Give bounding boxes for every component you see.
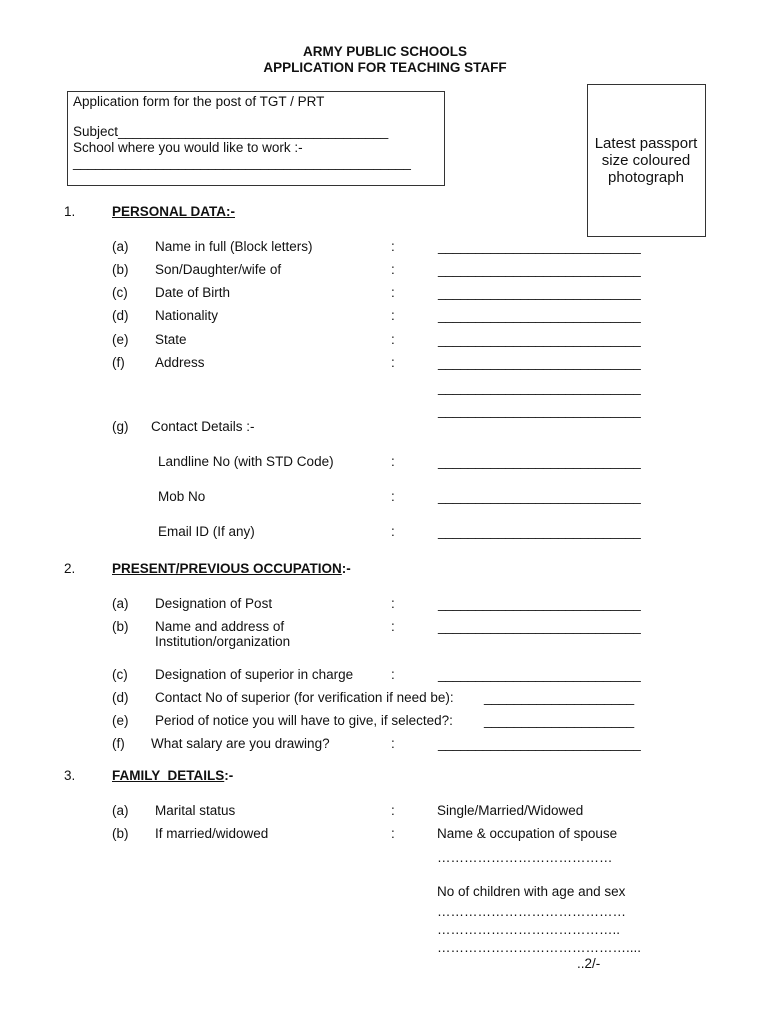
item-letter: (b) — [112, 619, 129, 634]
salary-field[interactable]: ___________________________ — [438, 736, 641, 751]
colon: : — [391, 332, 395, 347]
superior-contact-label: Contact No of superior (for verification if need be): — [155, 690, 454, 705]
address-label: Address — [155, 355, 205, 370]
item-letter: (d) — [112, 308, 129, 323]
mobile-field[interactable]: ___________________________ — [438, 489, 641, 504]
item-letter: (b) — [112, 826, 129, 841]
colon: : — [391, 285, 395, 300]
item-letter: (c) — [112, 285, 128, 300]
state-field[interactable]: ___________________________ — [438, 332, 641, 347]
item-letter: (a) — [112, 596, 129, 611]
item-letter: (e) — [112, 332, 129, 347]
form-title-line1: ARMY PUBLIC SCHOOLS — [302, 44, 467, 59]
page-continuation: ..2/- — [577, 956, 601, 971]
section-3-number: 3. — [64, 768, 76, 783]
item-letter: (f) — [112, 736, 125, 751]
institution-field[interactable]: ___________________________ — [438, 619, 641, 634]
colon: : — [391, 308, 395, 323]
landline-field[interactable]: ___________________________ — [438, 454, 641, 469]
post-subject-box — [67, 91, 445, 186]
marital-status-options[interactable]: Single/Married/Widowed — [437, 803, 584, 818]
section-1-title: PERSONAL DATA:- — [112, 204, 235, 219]
section-2-number: 2. — [64, 561, 76, 576]
children-field-line3[interactable]: …………………………………….... — [437, 940, 642, 955]
subject-field[interactable]: Subject____________________________________ — [73, 124, 389, 139]
address-field-line1[interactable]: ___________________________ — [438, 355, 641, 370]
landline-label: Landline No (with STD Code) — [158, 454, 334, 469]
children-field-line1[interactable]: …………………………………… — [437, 904, 626, 919]
section-3-title-suffix: :- — [224, 768, 234, 783]
photo-instruction: Latest passport size coloured photograph — [594, 135, 698, 186]
section-2-title-suffix: :- — [341, 561, 351, 576]
item-letter: (a) — [112, 803, 129, 818]
section-3-heading — [112, 768, 233, 783]
colon: : — [391, 667, 395, 682]
section-1-number: 1. — [64, 204, 76, 219]
colon: : — [391, 596, 395, 611]
colon: : — [391, 736, 395, 751]
email-field[interactable]: ___________________________ — [438, 524, 641, 539]
colon: : — [391, 239, 395, 254]
name-label: Name in full (Block letters) — [155, 239, 313, 254]
email-label: Email ID (If any) — [158, 524, 255, 539]
superior-designation-label: Designation of superior in charge — [155, 667, 354, 682]
school-preference-label: School where you would like to work :- — [73, 140, 303, 155]
item-letter: (b) — [112, 262, 129, 277]
item-letter: (d) — [112, 690, 129, 705]
institution-label: Name and address of — [155, 619, 285, 634]
colon: : — [391, 355, 395, 370]
nationality-field[interactable]: ___________________________ — [438, 308, 641, 323]
address-field-line3[interactable]: ___________________________ — [438, 403, 641, 418]
nationality-label: Nationality — [155, 308, 219, 323]
item-letter: (a) — [112, 239, 129, 254]
designation-label: Designation of Post — [155, 596, 273, 611]
salary-label: What salary are you drawing? — [151, 736, 330, 751]
notice-period-label: Period of notice you will have to give, if selected?: — [155, 713, 453, 728]
colon: : — [391, 262, 395, 277]
spouse-field[interactable]: ………………………………… — [437, 850, 613, 865]
section-3-title: FAMILY DETAILS — [112, 768, 225, 783]
dob-label: Date of Birth — [155, 285, 231, 300]
section-2-title: PRESENT/PREVIOUS OCCUPATION — [112, 561, 342, 576]
item-letter: (e) — [112, 713, 129, 728]
state-label: State — [155, 332, 187, 347]
item-letter: (f) — [112, 355, 125, 370]
children-field-line2[interactable]: ………………………………….. — [437, 922, 621, 937]
relation-field[interactable]: ___________________________ — [438, 262, 641, 277]
name-field[interactable]: ___________________________ — [438, 239, 641, 254]
item-letter: (c) — [112, 667, 128, 682]
colon: : — [391, 619, 395, 634]
designation-field[interactable]: ___________________________ — [438, 596, 641, 611]
school-preference-field[interactable]: _____________________________________________ — [73, 155, 411, 170]
superior-designation-field[interactable]: ___________________________ — [438, 667, 641, 682]
spouse-label: Name & occupation of spouse — [437, 826, 618, 841]
section-2-heading — [112, 561, 351, 576]
colon: : — [391, 524, 395, 539]
married-widowed-label: If married/widowed — [155, 826, 269, 841]
colon: : — [391, 803, 395, 818]
marital-status-label: Marital status — [155, 803, 236, 818]
colon: : — [391, 454, 395, 469]
mobile-label: Mob No — [158, 489, 206, 504]
colon: : — [391, 489, 395, 504]
dob-field[interactable]: ___________________________ — [438, 285, 641, 300]
form-title-line2: APPLICATION FOR TEACHING STAFF — [263, 60, 507, 75]
contact-details-label: Contact Details :- — [151, 419, 255, 434]
relation-label: Son/Daughter/wife of — [155, 262, 282, 277]
colon: : — [391, 826, 395, 841]
children-label: No of children with age and sex — [437, 884, 626, 899]
institution-label-line2: Institution/organization — [155, 634, 291, 649]
superior-contact-field[interactable]: ____________________ — [484, 690, 635, 705]
address-field-line2[interactable]: ___________________________ — [438, 380, 641, 395]
notice-period-field[interactable]: ____________________ — [484, 713, 635, 728]
post-text: Application form for the post of TGT / PRT — [73, 94, 325, 109]
item-letter: (g) — [112, 419, 129, 434]
